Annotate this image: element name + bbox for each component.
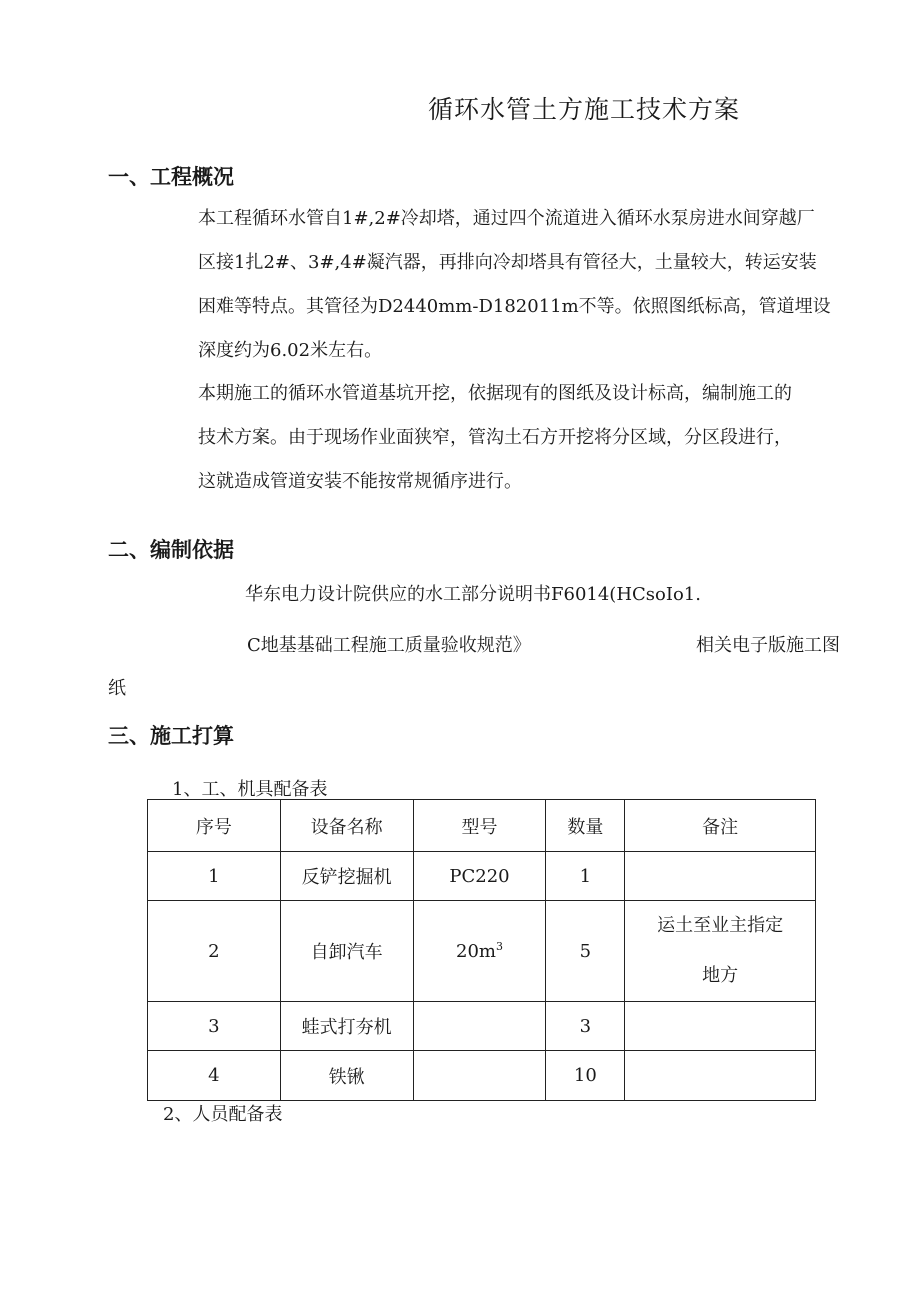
table-row — [148, 1051, 816, 1101]
model-superscript: 3 — [495, 940, 503, 953]
cell-name: 蛙式打夯机 — [280, 1002, 413, 1051]
paragraph-line: 技术方案。由于现场作业面狭窄，管沟土石方开挖将分区域，分区段进行， — [198, 427, 792, 448]
paragraph-line: 这就造成管道安装不能按常规循序进行。 — [198, 471, 522, 492]
table-row — [148, 1002, 816, 1051]
note-line: 运土至业主指定 — [657, 915, 784, 936]
section-heading-basis: 二、编制依据 — [108, 538, 234, 562]
header-cell-model: 型号 — [413, 800, 546, 852]
cell-note — [625, 901, 816, 1002]
document-title: 循环水管土方施工技术方案 — [428, 95, 741, 124]
cell-name: 铁锹 — [280, 1051, 413, 1101]
table-row — [148, 901, 816, 1002]
cell-qty: 3 — [546, 1002, 625, 1051]
cell-no: 4 — [148, 1051, 281, 1101]
basis-item-design-manual: 华东电力设计院供应的水工部分说明书F6014(HCsoIo1. — [245, 584, 701, 605]
cell-name: 自卸汽车 — [280, 901, 413, 1002]
table-caption-personnel: 2、人员配备表 — [163, 1104, 283, 1125]
cell-note — [625, 1002, 816, 1051]
header-cell-qty: 数量 — [546, 800, 625, 852]
cell-note — [625, 1051, 816, 1101]
basis-item-drawings-wrap: 纸 — [108, 678, 126, 699]
header-cell-no: 序号 — [148, 800, 281, 852]
paragraph-line: 区接1扎2#、3#,4#凝汽器，再排向冷却塔具有管径大，土量较大，转运安装 — [198, 252, 817, 273]
header-cell-note: 备注 — [625, 800, 816, 852]
note-line: 地方 — [702, 965, 739, 986]
cell-model — [413, 1051, 546, 1101]
cell-qty: 5 — [546, 901, 625, 1002]
paragraph-line: 本期施工的循环水管道基坑开挖，依据现有的图纸及设计标高，编制施工的 — [198, 383, 792, 404]
table-header-row — [148, 800, 816, 852]
table-row — [148, 852, 816, 901]
paragraph-line: 深度约为6.02米左右。 — [198, 340, 383, 361]
paragraph-line: 本工程循环水管自1#,2#冷却塔，通过四个流道进入循环水泵房进水间穿越厂 — [198, 208, 815, 229]
cell-no: 1 — [148, 852, 281, 901]
table-caption-equipment: 1、工、机具配备表 — [172, 779, 328, 800]
equipment-table — [147, 799, 816, 1101]
paragraph-line: 困难等特点。其管径为D2440mm-D182011m不等。依照图纸标高，管道埋设 — [198, 296, 831, 317]
section-heading-overview: 一、工程概况 — [108, 165, 234, 189]
cell-no: 2 — [148, 901, 281, 1002]
cell-qty: 10 — [546, 1051, 625, 1101]
cell-note — [625, 852, 816, 901]
basis-item-drawings: 相关电子版施工图 — [696, 635, 840, 656]
cell-model — [413, 1002, 546, 1051]
cell-name: 反铲挖掘机 — [280, 852, 413, 901]
overview-paragraph-2 — [198, 372, 858, 504]
section-heading-preparation: 三、施工打算 — [108, 724, 234, 748]
cell-no: 3 — [148, 1002, 281, 1051]
basis-item-acceptance-code: C地基基础工程施工质量验收规范》 — [247, 635, 531, 656]
overview-paragraph-1 — [198, 197, 858, 373]
cell-qty: 1 — [546, 852, 625, 901]
cell-model: PC220 — [413, 852, 546, 901]
header-cell-name: 设备名称 — [280, 800, 413, 852]
model-text: 20m — [456, 941, 496, 962]
cell-model — [413, 901, 546, 1002]
